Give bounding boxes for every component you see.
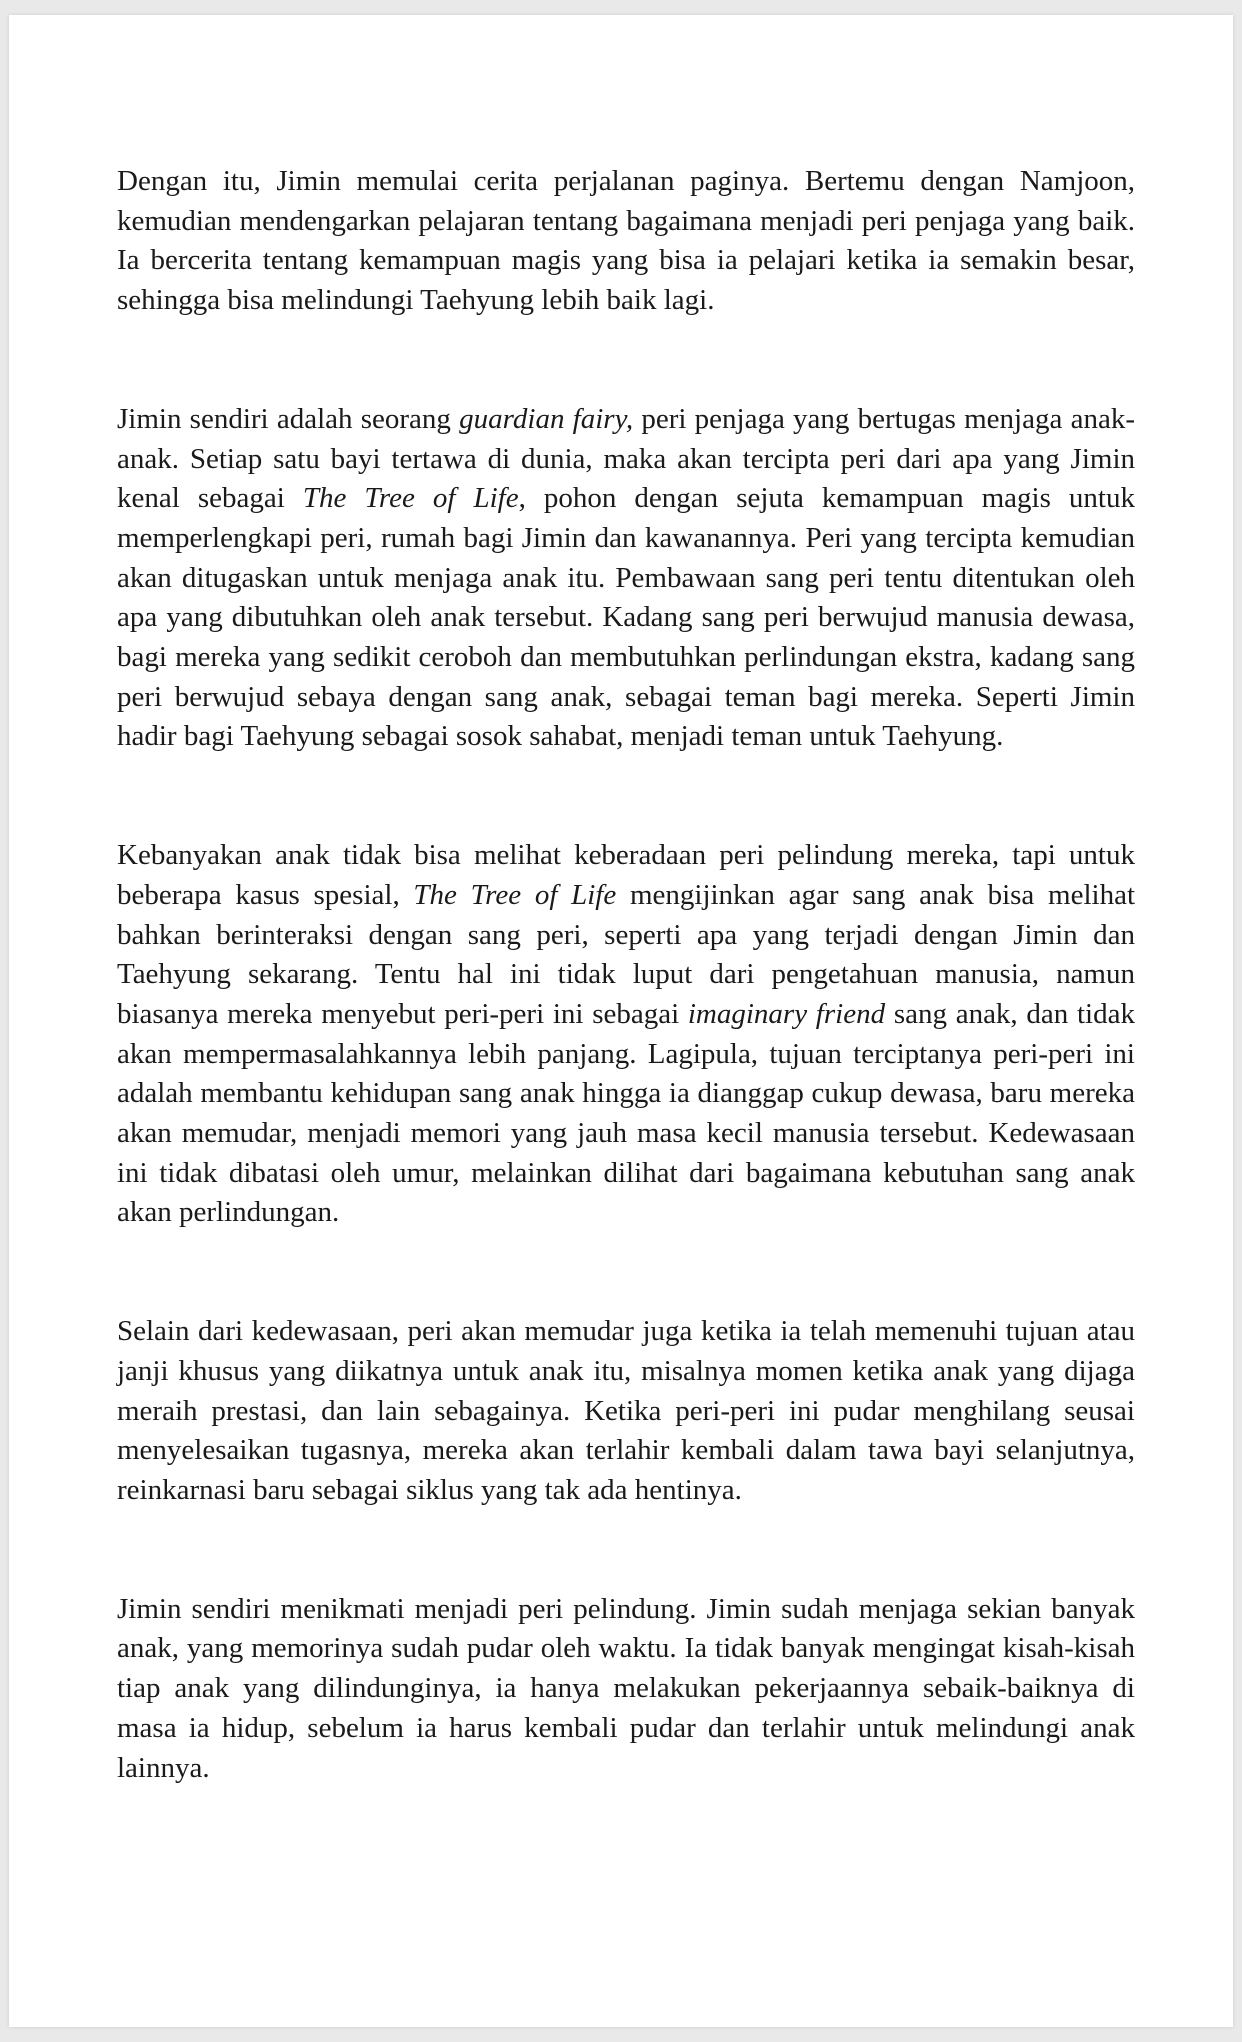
document-body xyxy=(117,162,1135,1788)
paragraph-5 xyxy=(117,1590,1135,1789)
document-page xyxy=(9,15,1233,2027)
italic-term: guardian fairy, xyxy=(459,402,634,435)
paragraph-1 xyxy=(117,162,1135,321)
text-run: sang anak, dan tidak akan mempermasalahkannya lebih panjang. Lagipula, tujuan terciptanya peri-peri ini adalah membantu kehidupan sang anak hingga ia dianggap cukup dewasa, baru mereka akan memudar, menjadi memori yang jauh masa kecil manusia tersebut. Kedewasaan ini tidak dibatasi oleh umur, melainkan dilihat dari bagaimana kebutuhan sang anak akan perlindungan. xyxy=(117,997,1135,1229)
italic-term: The Tree of Life xyxy=(302,482,519,515)
text-run: Jimin sendiri menikmati menjadi peri pelindung. Jimin sudah menjaga sekian banyak anak, yang memorinya sudah pudar oleh waktu. Ia tidak banyak mengingat kisah-kisah tiap anak yang dilindunginya, ia hanya melakukan pekerjaannya sebaik-baiknya di masa ia hidup, sebelum ia harus kembali pudar dan terlahir untuk melindungi anak lainnya. xyxy=(117,1592,1135,1784)
paragraph-2 xyxy=(117,400,1135,757)
text-run: peri penjaga yang bertugas menjaga anak-anak. Setiap satu bayi tertawa di dunia, maka akan tercipta peri dari apa yang Jimin kenal sebagai xyxy=(117,402,1135,515)
text-run: , pohon dengan sejuta kemampuan magis untuk memperlengkapi peri, rumah bagi Jimin dan kawanannya. Peri yang tercipta kemudian akan ditugaskan untuk menjaga anak itu. Pembawaan sang peri tentu ditentukan oleh apa yang dibutuhkan oleh anak tersebut. Kadang sang peri berwujud manusia dewasa, bagi mereka yang sedikit ceroboh dan membutuhkan perlindungan ekstra, kadang sang peri berwujud sebaya dengan sang anak, sebagai teman bagi mereka. Seperti Jimin hadir bagi Taehyung sebagai sosok sahabat, menjadi teman untuk Taehyung. xyxy=(117,482,1135,753)
text-run: mengijinkan agar sang anak bisa melihat bahkan berinteraksi dengan sang peri, seperti apa yang terjadi dengan Jimin dan Taehyung sekarang. Tentu hal ini tidak luput dari pengetahuan manusia, namun biasanya mereka menyebut peri-peri ini sebagai xyxy=(117,878,1135,1030)
text-run: Dengan itu, Jimin memulai cerita perjalanan paginya. Bertemu dengan Namjoon, kemudian mendengarkan pelajaran tentang bagaimana menjadi peri penjaga yang baik. Ia bercerita tentang kemampuan magis yang bisa ia pelajari ketika ia semakin besar, sehingga bisa melindungi Taehyung lebih baik lagi. xyxy=(117,165,1135,317)
italic-term: The Tree of Life xyxy=(413,878,617,911)
text-run: Selain dari kedewasaan, peri akan memudar juga ketika ia telah memenuhi tujuan atau janji khusus yang diikatnya untuk anak itu, misalnya momen ketika anak yang dijaga meraih prestasi, dan lain sebagainya. Ketika peri-peri ini pudar menghilang seusai menyelesaikan tugasnya, mereka akan terlahir kembali dalam tawa bayi selanjutnya, reinkarnasi baru sebagai siklus yang tak ada hentinya. xyxy=(117,1315,1135,1506)
paragraph-4 xyxy=(117,1312,1135,1511)
text-run: Kebanyakan anak tidak bisa melihat keberadaan peri pelindung mereka, tapi untuk beberapa kasus spesial, xyxy=(117,839,1135,911)
text-run: Jimin sendiri adalah seorang xyxy=(117,402,460,435)
italic-term: imaginary friend xyxy=(687,997,886,1030)
paragraph-3 xyxy=(117,836,1135,1233)
